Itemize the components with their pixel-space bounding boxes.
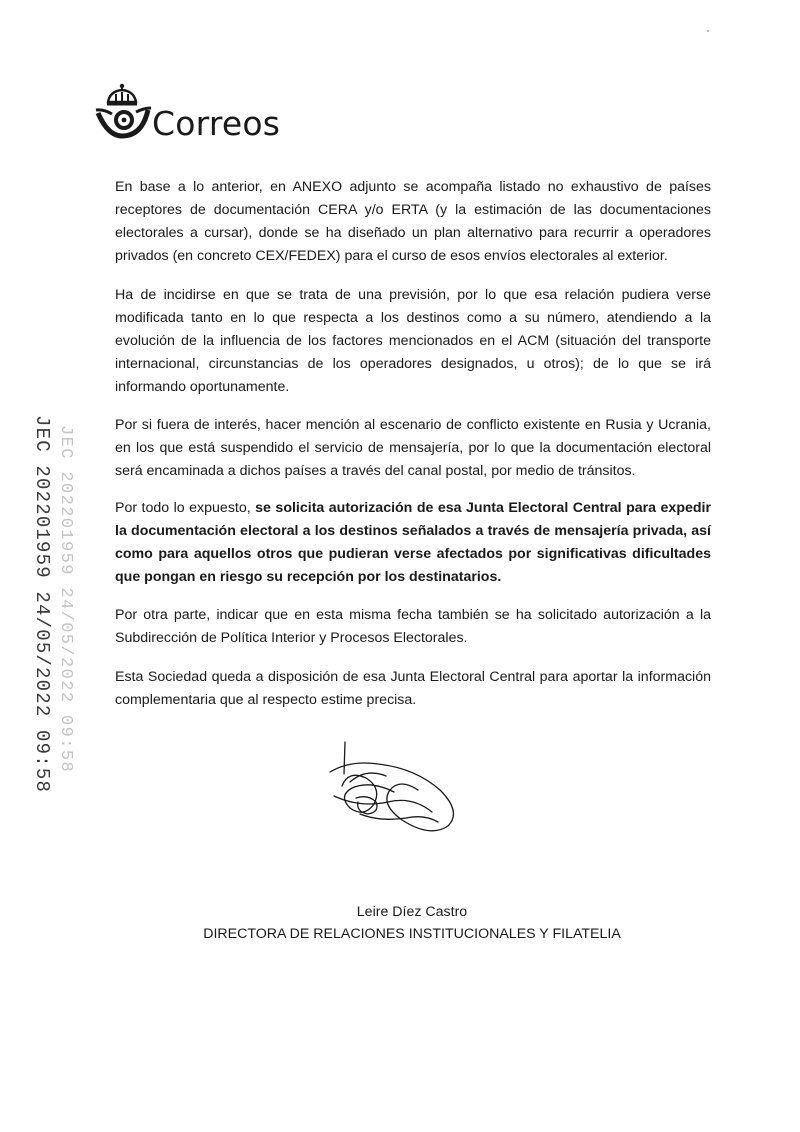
signatory-title: DIRECTORA DE RELACIONES INSTITUCIONALES Y FILATELIA bbox=[203, 926, 621, 942]
paragraph-russia-ukraine: Por si fuera de interés, hacer mención al escenario de conflicto existente en Rusia y Ucrania, en los que está suspendido el servicio de mensajería, por lo que la documentación electoral será encaminada a dichos países a través del canal postal, por medio de tránsitos. bbox=[115, 417, 711, 479]
paragraph-availability: Esta Sociedad queda a disposición de esa Junta Electoral Central para aportar la información complementaria que al respecto estime precisa. bbox=[115, 669, 711, 708]
paragraph-request bbox=[115, 497, 711, 589]
handwritten-signature bbox=[320, 738, 480, 838]
paragraph-subdirection: Por otra parte, indicar que en esta misma fecha también se ha solicitado autorización a la Subdirección de Política Interior y Procesos Electorales. bbox=[115, 607, 711, 646]
brand-wordmark: Correos bbox=[152, 104, 281, 143]
paragraph-forecast: Ha de incidirse en que se trata de una previsión, por lo que esa relación pudiera verse modificada tanto en lo que respecta a los destinos como a su número, atendiendo a la evolución de la influencia de los factores mencionados en el ACM (situación del transporte internacional, circunstancias de los operadores designados, u otros); de lo que se irá informando oportunamente. bbox=[115, 287, 711, 395]
post-horn-crown-icon bbox=[94, 82, 154, 144]
request-intro: Por todo lo expuesto, bbox=[115, 500, 256, 516]
registration-stamp: JEC 202201959 24/05/2022 09:58 bbox=[31, 415, 53, 794]
scan-speck bbox=[707, 30, 709, 32]
correos-logo bbox=[94, 82, 314, 152]
registration-stamp-faded: JEC 202201959 24/05/2022 09:58 bbox=[56, 425, 75, 774]
paragraph-annex: En base a lo anterior, en ANEXO adjunto se acompaña listado no exhaustivo de países receptores de documentación CERA y/o ERTA (y la estimación de las documentaciones electorales a cursar), donde se ha diseñado un plan alternativo para recurrir a operadores privados (en concreto CEX/FEDEX) para el curso de esos envíos electorales al exterior. bbox=[115, 179, 711, 264]
signatory-name: Leire Díez Castro bbox=[356, 904, 468, 920]
request-bold: se solicita autorización de esa Junta Electoral Central para expedir la documentación electoral a los destinos señalados a través de mensajería privada, así como para aquellos otros que pudieran verse afectados por significativas dificultades que pongan en riesgo su recepción por los destinatarios. bbox=[115, 500, 711, 585]
